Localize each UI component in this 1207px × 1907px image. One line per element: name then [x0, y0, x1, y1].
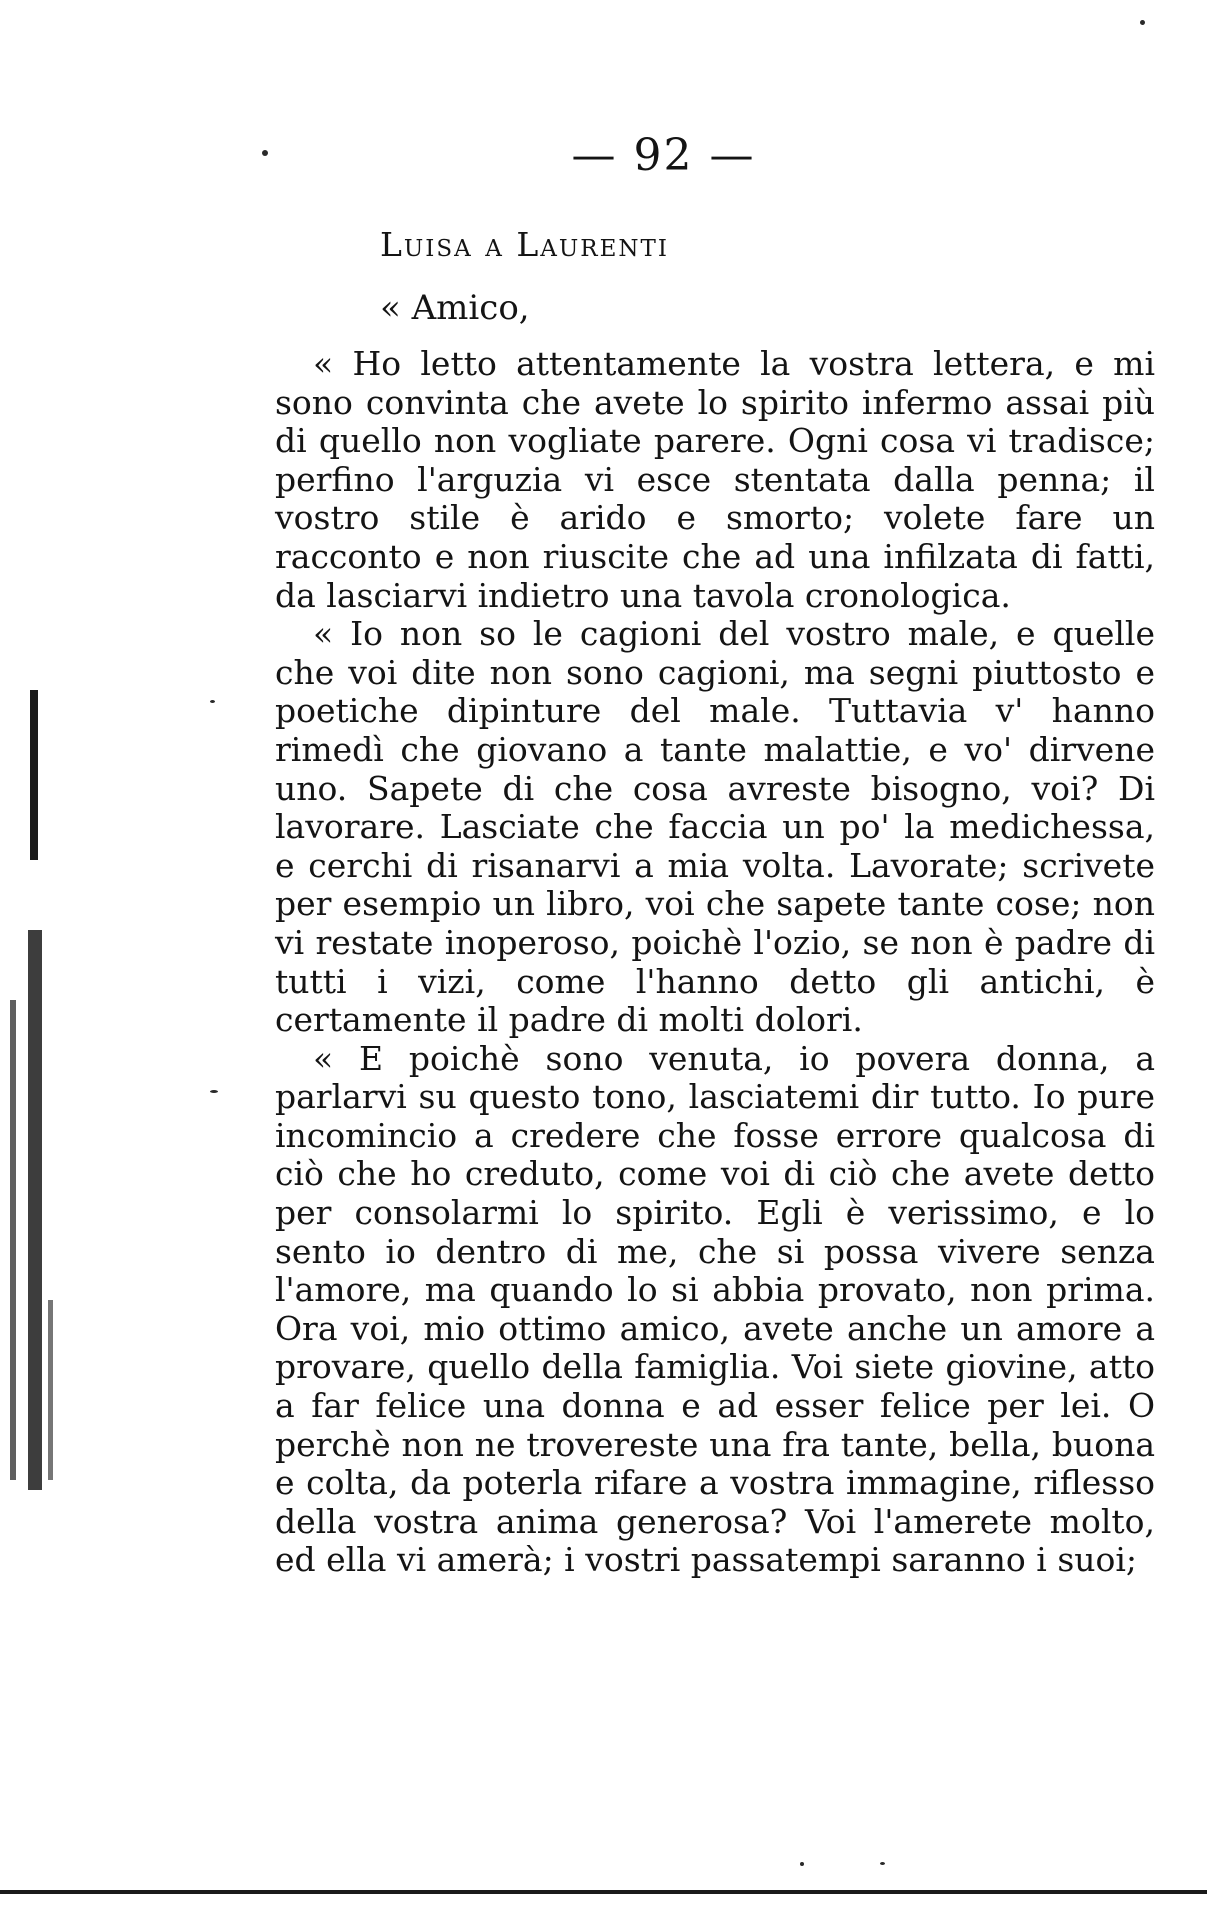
paragraph: « Ho letto attentamente la vostra lettera, e mi sono convinta che avete lo spirito infermo assai più di quello non vogliate parere. Ogni cosa vi tradisce; perfino l'arguzia vi esce stentata dalla penna; il vostro stile è arido e smorto; volete fare un racconto e non riuscite che ad una infilzata di fatti, da lasciarvi indietro una tavola cronologica. — [275, 344, 1155, 615]
scan-speck — [800, 1862, 804, 1866]
scan-speck — [880, 1862, 885, 1865]
scan-speck — [210, 1090, 218, 1093]
paragraph: « E poichè sono venuta, io povera donna, a parlarvi su questo tono, lasciatemi dir tutto. Io pure incomincio a credere che fosse errore qualcosa di ciò che ho creduto, come voi di ciò che avete detto per consolarmi lo spirito. Egli è verissimo, e lo sento io dentro di me, che si possa vivere senza l'amore, ma quando lo si abbia provato, non prima. Ora voi, mio ottimo amico, avete anche un amore a provare, quello della famiglia. Voi siete giovine, atto a far felice una donna e ad esser felice per lei. O perchè non ne trovereste una fra tante, bella, buona e colta, da poterla rifare a vostra immagine, riflesso della vostra anima generosa? Voi l'amerete molto, ed ella vi amerà; i vostri passatempi saranno i suoi; — [275, 1038, 1155, 1580]
scan-gutter-shadow — [48, 1300, 53, 1480]
page-number: — 92 — — [571, 130, 756, 181]
letter-heading: Luisa a Laurenti — [380, 225, 669, 264]
scan-gutter-shadow — [10, 1000, 16, 1480]
scan-gutter-shadow — [30, 690, 38, 860]
scan-gutter-shadow — [28, 930, 42, 1490]
letter-body — [275, 345, 1155, 1580]
scan-bottom-edge — [0, 1890, 1207, 1894]
letter-salutation: « Amico, — [380, 288, 530, 328]
paragraph: « Io non so le cagioni del vostro male, e quelle che voi dite non sono cagioni, ma segni piuttosto e poetiche dipinture del male. Tuttavia v' hanno rimedì che giovano a tante malattie, e vo' dirvene uno. Sapete di che cosa avreste bisogno, voi? Di lavorare. Lasciate che faccia un po' la medichessa, e cerchi di risanarvi a mia volta. Lavorate; scrivete per esempio un libro, voi che sapete tante cose; non vi restate inoperoso, poichè l'ozio, se non è padre di tutti i vizi, come l'hanno detto gli antichi, è certamente il padre di molti dolori. — [275, 614, 1155, 1040]
scan-speck — [210, 700, 215, 703]
scan-speck — [1140, 20, 1145, 25]
